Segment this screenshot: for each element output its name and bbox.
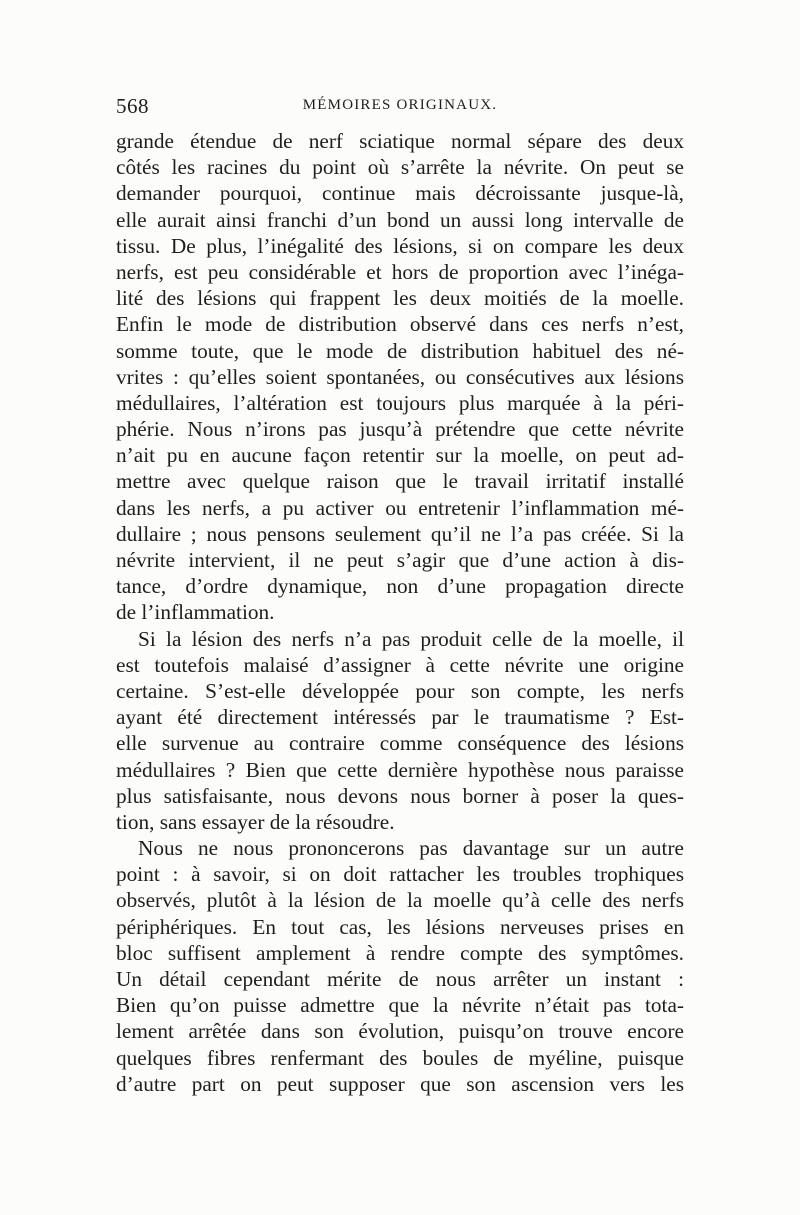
text-line: somme toute, que le mode de distribution habituel des né- bbox=[116, 338, 684, 363]
text-line: lité des lésions qui frappent les deux moitiés de la moelle. bbox=[116, 286, 684, 311]
text-line: grande étendue de nerf sciatique normal sépare des deux bbox=[116, 129, 684, 153]
text-line: tion, sans essayer de la résoudre. bbox=[116, 809, 395, 834]
text-line: Enfin le mode de distribution observé dans ces nerfs n’est, bbox=[116, 312, 684, 337]
text-line: lement arrêtée dans son évolution, puisqu’on trouve encore bbox=[116, 1019, 684, 1044]
text-line: est toutefois malaisé d’assigner à cette névrite une origine bbox=[116, 652, 684, 677]
paragraph-start-line: Si la lésion des nerfs n’a pas produit celle de la moelle, il bbox=[138, 626, 684, 651]
text-line: d’autre part on peut supposer que son ascension vers les bbox=[116, 1071, 684, 1096]
text-line: dans les nerfs, a pu activer ou entretenir l’inflammation mé- bbox=[116, 495, 684, 520]
text-line: bloc suffisent amplement à rendre compte des symptômes. bbox=[116, 940, 684, 965]
text-line: périphériques. En tout cas, les lésions nerveuses prises en bbox=[116, 914, 684, 939]
text-line: vrites : qu’elles soient spontanées, ou consécutives aux lésions bbox=[116, 364, 684, 389]
text-line: n’ait pu en aucune façon retentir sur la moelle, on peut ad- bbox=[116, 443, 684, 468]
text-line: phérie. Nous n’irons pas jusqu’à prétendre que cette névrite bbox=[116, 417, 684, 442]
text-line: dullaire ; nous pensons seulement qu’il ne l’a pas créée. Si la bbox=[116, 521, 684, 546]
page-number: 568 bbox=[116, 94, 149, 118]
text-line: elle survenue au contraire comme conséquence des lésions bbox=[116, 731, 684, 756]
text-line: névrite intervient, il ne peut s’agir que d’une action à dis- bbox=[116, 548, 684, 572]
text-line: côtés les racines du point où s’arrête la névrite. On peut se bbox=[116, 155, 684, 180]
text-line: ayant été directement intéressés par le traumatisme ? Est- bbox=[116, 705, 684, 730]
text-line: médullaires, l’altération est toujours plus marquée à la péri- bbox=[116, 390, 684, 415]
text-line: nerfs, est peu considérable et hors de proportion avec l’inéga- bbox=[116, 259, 684, 284]
text-line: point : à savoir, si on doit rattacher les troubles trophiques bbox=[116, 862, 684, 887]
text-line: Un détail cependant mérite de nous arrêter un instant : bbox=[116, 967, 684, 991]
body-text bbox=[116, 128, 684, 1097]
running-title: MÉMOIRES ORIGINAUX. bbox=[302, 97, 498, 113]
text-line: médullaires ? Bien que cette dernière hypothèse nous paraisse bbox=[116, 757, 684, 782]
text-line: demander pourquoi, continue mais décroissante jusque-là, bbox=[116, 181, 684, 206]
paragraph-start-line: Nous ne nous prononcerons pas davantage sur un autre bbox=[138, 836, 684, 861]
text-line: Bien qu’on puisse admettre que la névrite n’était pas tota- bbox=[116, 993, 684, 1018]
text-line: elle aurait ainsi franchi d’un bond un aussi long intervalle de bbox=[116, 207, 684, 232]
text-line: plus satisfaisante, nous devons nous borner à poser la ques- bbox=[116, 783, 684, 808]
text-line: tissu. De plus, l’inégalité des lésions, si on compare les deux bbox=[116, 233, 684, 258]
text-line: mettre avec quelque raison que le travail irritatif installé bbox=[116, 469, 684, 494]
text-line: tance, d’ordre dynamique, non d’une propagation directe bbox=[116, 574, 684, 599]
text-line: certaine. S’est-elle développée pour son compte, les nerfs bbox=[116, 678, 684, 703]
text-line: observés, plutôt à la lésion de la moelle qu’à celle des nerfs bbox=[116, 888, 684, 913]
running-head bbox=[116, 94, 684, 120]
text-line: de l’inflammation. bbox=[116, 600, 275, 625]
text-line: quelques fibres renfermant des boules de myéline, puisque bbox=[116, 1045, 684, 1070]
